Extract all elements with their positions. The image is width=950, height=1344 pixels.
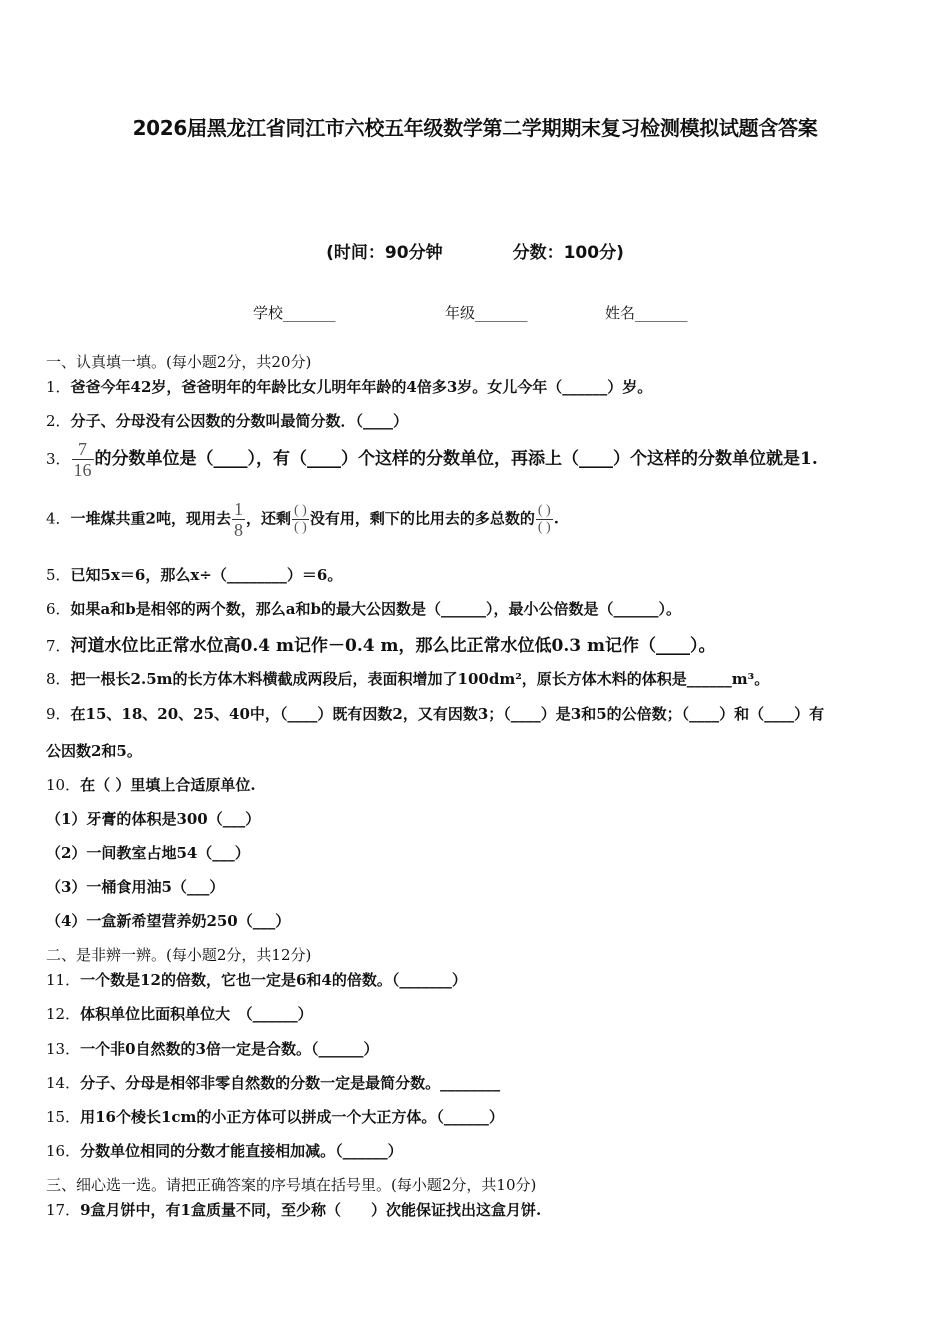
question-text: 公因数2和5。 (46, 742, 142, 760)
question-number: 17． (46, 1201, 81, 1219)
question-number: 3． (46, 450, 71, 468)
question-number: 9． (46, 705, 71, 723)
question-10-item-3: （3）一桶食用油5（___） (46, 878, 225, 896)
fraction-denominator: 16 (73, 460, 92, 480)
question-text: 把一根长2.5m的长方体木料横截成两段后，表面积增加了100dm²，原长方体木料的体积是______m³。 (70, 670, 770, 688)
question-10-item-2: （2）一间教室占地54（___） (46, 844, 250, 862)
question-11 (46, 969, 467, 990)
exam-info (0, 238, 950, 263)
question-10 (46, 774, 256, 795)
question-3 (46, 440, 818, 479)
question-5 (46, 564, 342, 585)
question-number: 16． (46, 1142, 81, 1160)
question-number: 10． (46, 776, 81, 794)
question-number: 8． (46, 670, 71, 688)
question-text: 的分数单位是（____），有（____）个这样的分数单位，再添上（____）个这样的分数单位就是1. (94, 449, 818, 469)
question-9-continued (46, 740, 142, 761)
question-number: 12． (46, 1005, 81, 1023)
question-text: 分子、分母是相邻非零自然数的分数一定是最简分数。________ (80, 1074, 501, 1092)
question-number: 11． (46, 971, 81, 989)
question-text-c: 没有用，剩下的比用去的多总数的 (309, 509, 535, 528)
question-number: 1． (46, 378, 71, 396)
question-text: 在15、18、20、25、40中，（____）既有因数2，又有因数3；（____）是3和5的公倍数；（____）和（____）有 (70, 705, 825, 723)
question-text: 如果a和b是相邻的两个数，那么a和b的最大公因数是（______），最小公倍数是（______）。 (70, 600, 681, 618)
question-7 (46, 631, 716, 656)
question-number: 6． (46, 600, 71, 618)
question-6 (46, 598, 681, 619)
question-15 (46, 1106, 504, 1127)
question-text: 已知5x＝6，那么x÷（________）＝6。 (70, 566, 343, 584)
question-text: 一个非0自然数的3倍一定是合数。（______） (80, 1040, 379, 1058)
question-12 (46, 1003, 313, 1024)
section-1-heading: 一、认真填一填。(每小题2分，共20分) (46, 353, 312, 371)
question-8 (46, 668, 769, 689)
question-2 (46, 410, 408, 431)
fraction-7-16 (72, 440, 94, 479)
question-text-a: 一堆煤共重2吨，现用去 (70, 509, 231, 528)
question-1 (46, 376, 652, 397)
question-14 (46, 1072, 500, 1093)
question-10-item-4: （4）一盒新希望营养奶250（___） (46, 912, 291, 930)
question-10-item-1: （1）牙膏的体积是300（___） (46, 810, 261, 828)
fraction-numerator: ( ) (537, 503, 551, 518)
question-text: 爸爸今年42岁，爸爸明年的年龄比女儿明年年龄的4倍多3岁。女儿今年（______）岁。 (70, 378, 653, 396)
question-number: 5． (46, 566, 71, 584)
question-text: 9盒月饼中，有1盒质量不同，至少称（ ）次能保证找出这盒月饼. (80, 1201, 542, 1219)
question-text: 用16个棱长1cm的小正方体可以拼成一个大正方体。（______） (80, 1108, 504, 1126)
question-13 (46, 1038, 378, 1059)
question-number: 14． (46, 1074, 81, 1092)
name-field[interactable]: 姓名_______ (605, 304, 688, 322)
question-number: 15． (46, 1108, 81, 1126)
question-number: 2． (46, 412, 71, 430)
question-text: 体积单位比面积单位大 （______） (80, 1005, 313, 1023)
question-text: 分子、分母没有公因数的分数叫最简分数．（____） (70, 412, 409, 430)
question-text: 河道水位比正常水位高0.4 m记作－0.4 m，那么比正常水位低0.3 m记作（____）。 (70, 636, 716, 656)
question-number: 13． (46, 1040, 81, 1058)
school-field[interactable]: 学校_______ (253, 304, 336, 322)
question-text-d: . (553, 509, 559, 528)
fraction-denominator: 8 (234, 520, 243, 540)
grade-field[interactable]: 年级_______ (445, 304, 528, 322)
question-number: 7． (46, 637, 71, 655)
question-16 (46, 1140, 403, 1161)
question-4 (46, 500, 559, 539)
exam-score: 分数：100分) (512, 243, 624, 263)
question-number: 4． (46, 509, 71, 528)
document-title: 2026届黑龙江省同江市六校五年级数学第二学期期末复习检测模拟试题含答案 (132, 116, 818, 140)
blank-fraction-1 (292, 504, 309, 535)
question-9 (46, 703, 824, 724)
fraction-denominator: ( ) (537, 520, 551, 535)
fraction-denominator: ( ) (294, 520, 307, 535)
blank-fraction-2 (536, 504, 553, 535)
fraction-numerator: 1 (234, 499, 243, 519)
section-2-heading: 二、是非辨一辨。(每小题2分，共12分) (46, 946, 312, 964)
exam-time: (时间：90分钟 (326, 243, 443, 263)
question-text: 在（ ）里填上合适原单位. (80, 776, 256, 794)
question-text: 一个数是12的倍数，它也一定是6和4的倍数。（_______） (80, 971, 467, 989)
fraction-1-8 (232, 500, 245, 539)
section-3-heading: 三、细心选一选。请把正确答案的序号填在括号里。(每小题2分，共10分) (46, 1176, 537, 1194)
question-text: 分数单位相同的分数才能直接相加减。（______） (80, 1142, 403, 1160)
fraction-numerator: 7 (78, 439, 88, 459)
fraction-numerator: ( ) (294, 503, 307, 518)
question-text-b: ，还剩 (246, 509, 292, 528)
question-17 (46, 1199, 541, 1220)
